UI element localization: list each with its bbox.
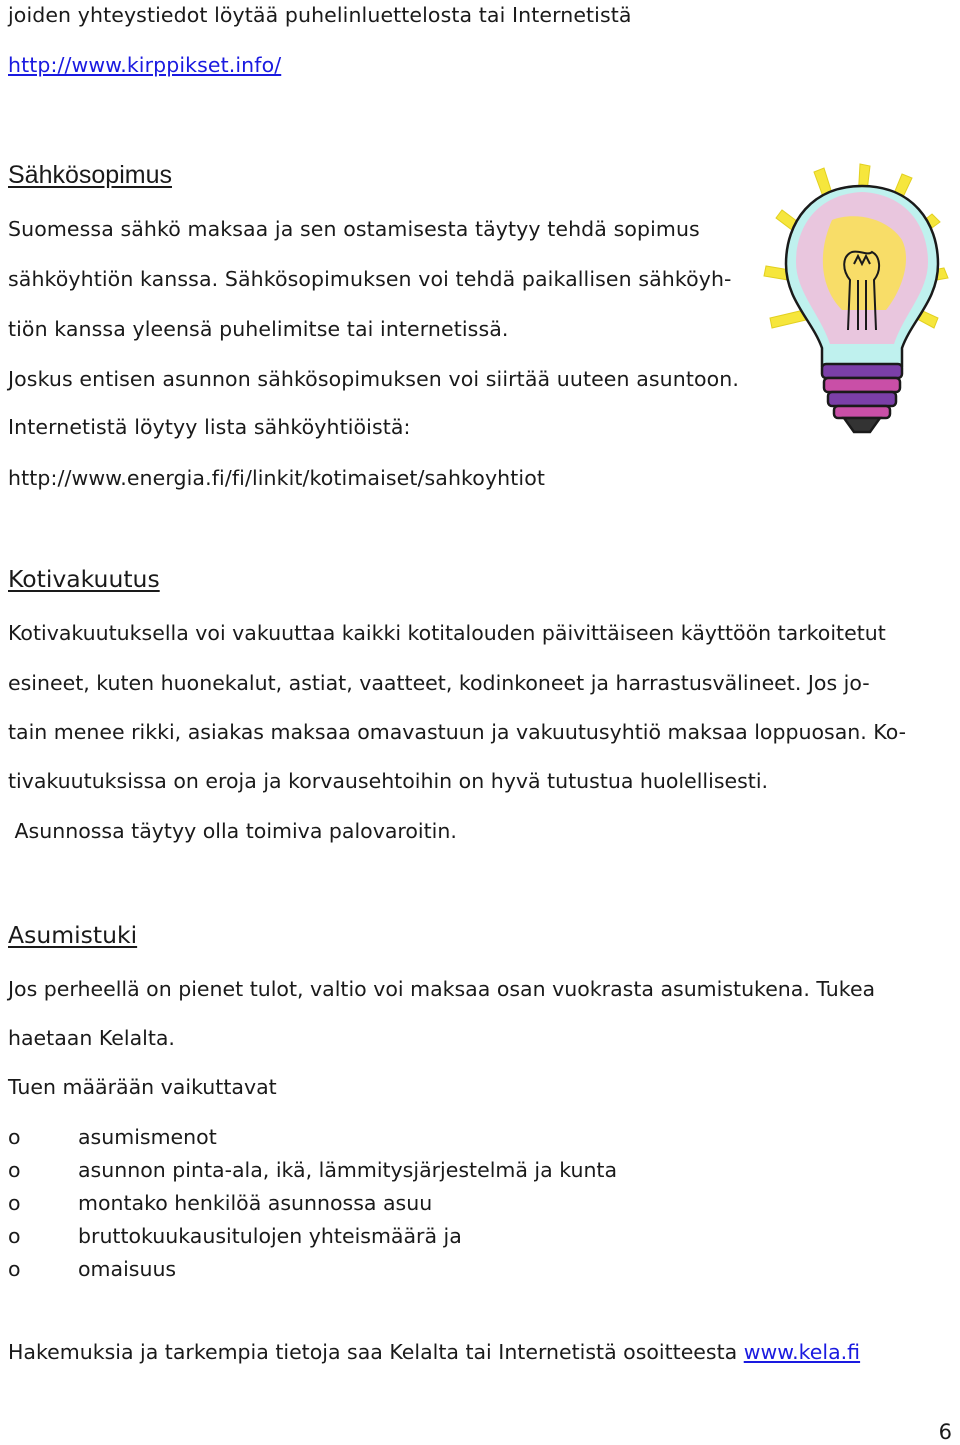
closing-text: Hakemuksia ja tarkempia tietoja saa Kelalta tai Internetistä osoitteesta: [8, 1340, 744, 1364]
list-item-text: asumismenot: [78, 1125, 217, 1149]
bullet-icon: o: [8, 1224, 21, 1248]
section-heading-asumistuki: Asumistuki: [8, 921, 138, 949]
kela-link[interactable]: www.kela.fi: [743, 1340, 861, 1364]
page-number: 6: [938, 1420, 952, 1444]
list-item: [8, 1256, 176, 1282]
light-bulb-icon: [762, 160, 958, 445]
bullet-icon: o: [8, 1257, 21, 1281]
list-item: [8, 1190, 432, 1216]
paragraph-line: Joskus entisen asunnon sähkösopimuksen voi siirtää uuteen asuntoon.: [8, 367, 739, 391]
closing-paragraph: [8, 1339, 860, 1365]
bullet-icon: o: [8, 1158, 21, 1182]
kirppikset-link[interactable]: [8, 52, 281, 78]
paragraph-line: Suomessa sähkö maksaa ja sen ostamisesta täytyy tehdä sopimus: [8, 217, 700, 241]
energia-url: http://www.energia.fi/fi/linkit/kotimaiset/sahkoyhtiot: [8, 466, 545, 490]
list-item-text: omaisuus: [78, 1257, 177, 1281]
bullet-icon: o: [8, 1125, 21, 1149]
bullet-icon: o: [8, 1191, 21, 1215]
list-item: [8, 1223, 462, 1249]
paragraph-line: tivakuutuksissa on eroja ja korvausehtoihin on hyvä tutustua huolellisesti.: [8, 769, 769, 793]
section-heading-sahkosopimus: Sähkösopimus: [8, 161, 172, 189]
paragraph-line: tain menee rikki, asiakas maksaa omavastuun ja vakuutusyhtiö maksaa loppuosan. Ko-: [8, 720, 907, 744]
paragraph-line: sähköyhtiön kanssa. Sähkösopimuksen voi tehdä paikallisen sähköyh-: [8, 267, 732, 291]
paragraph-line: Tuen määrään vaikuttavat: [8, 1075, 277, 1099]
kirppikset-link-text[interactable]: http://www.kirppikset.info/: [8, 53, 282, 77]
paragraph-line: Kotivakuutuksella voi vakuuttaa kaikki kotitalouden päivittäiseen käyttöön tarkoitetut: [8, 621, 886, 645]
list-item: [8, 1124, 217, 1150]
list-item-text: bruttokuukausitulojen yhteismäärä ja: [78, 1224, 462, 1248]
paragraph-line: tiön kanssa yleensä puhelimitse tai internetissä.: [8, 317, 509, 341]
paragraph-line: esineet, kuten huonekalut, astiat, vaatteet, kodinkoneet ja harrastusvälineet. Jos jo-: [8, 671, 870, 695]
paragraph-line: haetaan Kelalta.: [8, 1026, 175, 1050]
paragraph-line: Asunnossa täytyy olla toimiva palovaroitin.: [8, 819, 457, 843]
intro-text: joiden yhteystiedot löytää puhelinluettelosta tai Internetistä: [8, 3, 632, 27]
list-item: [8, 1157, 617, 1183]
list-item-text: montako henkilöä asunnossa asuu: [78, 1191, 433, 1215]
list-item-text: asunnon pinta-ala, ikä, lämmitysjärjestelmä ja kunta: [78, 1158, 618, 1182]
paragraph-line: Internetistä löytyy lista sähköyhtiöistä:: [8, 415, 411, 439]
paragraph-line: Jos perheellä on pienet tulot, valtio voi maksaa osan vuokrasta asumistukena. Tukea: [8, 977, 876, 1001]
section-heading-kotivakuutus: Kotivakuutus: [8, 565, 160, 593]
